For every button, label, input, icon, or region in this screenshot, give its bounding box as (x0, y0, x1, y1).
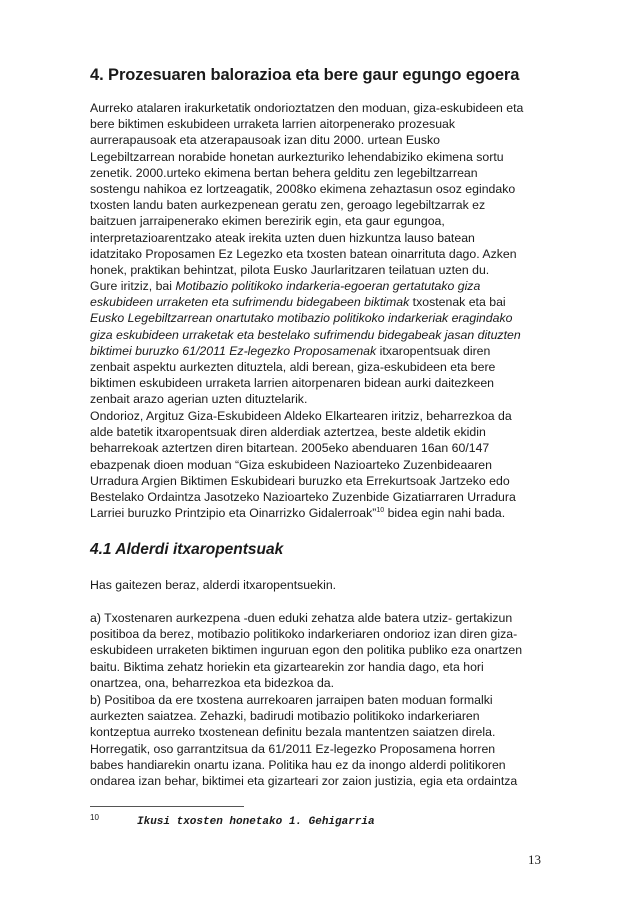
text-run: Gure iritziz, bai (90, 279, 176, 293)
text-line: alde batetik itxaropentsuak diren alderdiak aztertzea, beste aldetik ekidin (90, 425, 486, 440)
text-line: beharrekoak aztertzen diren bitartean. 2005eko abenduaren 16an 60/147 (90, 441, 490, 456)
paragraph-2 (90, 278, 556, 408)
text-line: honek, praktikan behintzat, pilota Eusko Jaurlaritzaren teilatuan uzten du. (90, 263, 490, 278)
text-line (90, 278, 556, 294)
text-line: babes handiarekin onartu izana. Politika hau ez da inongo alderdi politikoren (90, 757, 506, 772)
text-run: bidea egin nahi bada. (384, 506, 506, 521)
text-line: aurrerapausoak eta atzerapausoak izan ditu 2000. urtean Eusko (90, 133, 441, 148)
text-line: kontzeptua aurreko txostenean definitu bezala mantentzen saiatzen direla. (90, 725, 496, 740)
paragraph-6 (90, 692, 556, 789)
text-line: zenetik. 2000.urteko ekimena bertan behera gelditu zen legebiltzarrean (90, 165, 478, 180)
text-line: Horregatik, oso garrantzitsua da 61/2011 Ez-legezko Proposamena horren (90, 741, 496, 756)
text-line: Ondorioz, Argituz Giza-Eskubideen Aldeko Elkartearen iritziz, beharrezkoa da (90, 409, 512, 423)
page-number: 13 (528, 852, 541, 867)
document-title-italic: Eusko Legebiltzarrean onartutako motibazio politikoko indarkeriak eragindako (90, 311, 513, 326)
footnote-number: 10 (90, 813, 99, 822)
text-line: b) Positiboa da ere txostena aurrekoaren jarraipen baten moduan formalki (90, 693, 493, 707)
text-line: a) Txostenaren aurkezpena -duen eduki zehatza alde batera utziz- gertakizun (90, 611, 513, 625)
text-line: baitzuen jarraipenerako ekimen berezirik egin, eta gaur egungoa, (90, 214, 445, 229)
text-run: Larriei buruzko Printzipio eta Oinarrizko Gidalerroak” (90, 506, 377, 521)
footnote-text: Ikusi txosten honetako 1. Gehigarria (137, 816, 375, 828)
text-line: Bestelako Ordaintza Jasotzeko Nazioarteko Zuzenbide Gizatiarraren Urradura (90, 490, 516, 505)
text-line: positiboa da berez, motibazio politikoko indarkeriaren ondorioz izan diren giza- (90, 627, 518, 642)
text-line (90, 327, 556, 343)
paragraph-1 (90, 100, 556, 278)
text-line: sostengu nahikoa ez lortzeagatik, 2008ko ekimena zehaztasun osoz egindako (90, 182, 516, 197)
text-line: idatzitako Proposamen Ez Legezko eta txosten batean oinarrituta dago. Azken (90, 246, 517, 261)
text-line (90, 310, 556, 326)
text-run: itxaropentsuak diren (376, 343, 491, 358)
text-line: Urradura Argien Biktimen Eskubideari buruzko eta Errekurtsoak Jartzeko edo (90, 473, 510, 488)
footnote-reference[interactable]: 10 (376, 507, 385, 515)
footnote-separator (90, 806, 244, 807)
text-line: bere biktimen eskubideen urraketa larrien aitorpenerako prozesuak (90, 117, 456, 132)
section-heading: 4. Prozesuaren balorazioa eta bere gaur egungo egoera (90, 66, 520, 84)
text-line (90, 343, 556, 359)
text-line: zenbait aspektu aurkezten dituztela, aldi berean, giza-eskubideen eta bere (90, 360, 496, 375)
text-line (90, 294, 556, 310)
paragraph-3 (90, 408, 556, 521)
paragraph-5 (90, 610, 556, 691)
text-line: interpretazioarentzako ateak irekita uzten duen hizkuntza lauso batean (90, 230, 475, 245)
paragraph-4 (90, 577, 556, 593)
text-line: onartzea, ona, beharrezkoa eta bidezkoa da. (90, 675, 335, 690)
document-title-italic: eskubideen urraketen eta sufrimendu bidegabeen biktimak (90, 295, 410, 310)
text-line: baitu. Biktima zehatz horiekin eta gizartearekin zor handia dago, eta hori (90, 659, 484, 674)
text-line: Legebiltzarrean norabide honetan aurkezturiko lehendabiziko ekimena sortu (90, 149, 504, 164)
document-title-italic: giza eskubideen urraketak eta bestelako sufrimendu bidegabeak jasan dituzten (90, 327, 521, 342)
subsection-heading: 4.1 Alderdi itxaropentsuak (90, 541, 284, 558)
text-line (90, 505, 556, 521)
text-line: biktimen eskubideen urraketa larrien aitorpenaren bidean aurki daitezkeen (90, 376, 494, 391)
text-line: ondarea izan behar, biktimei eta gizarteari zor zaion justizia, egia eta ordaintza (90, 774, 518, 789)
document-title-italic: biktimei buruzko 61/2011 Ez-legezko Proposamenak (90, 343, 377, 358)
text-line: Aurreko atalaren irakurketatik ondorioztatzen den moduan, giza-eskubideen eta (90, 101, 524, 115)
text-line: eskubideen urraketen biktimen inguruan egon den politika publiko eza onartzen (90, 643, 523, 658)
text-line: Has gaitezen beraz, alderdi itxaropentsuekin. (90, 578, 337, 592)
document-title-italic: Motibazio politikoko indarkeria-egoeran gertatutako giza (175, 279, 481, 293)
text-line: zenbait arazo agerian uzten dituztelarik. (90, 392, 308, 407)
text-line: txosten landu baten aurkezpenean geratu zen, geroago legebiltzarrak ez (90, 198, 486, 213)
text-line: ebazpenak dioen moduan “Giza eskubideen Nazioarteko Zuzenbideaaren (90, 457, 492, 472)
text-line: aurkezten saiatzea. Zehazki, badirudi motibazio politikoko indarkeriaren (90, 709, 480, 724)
text-run: txostenak eta bai (409, 295, 506, 310)
